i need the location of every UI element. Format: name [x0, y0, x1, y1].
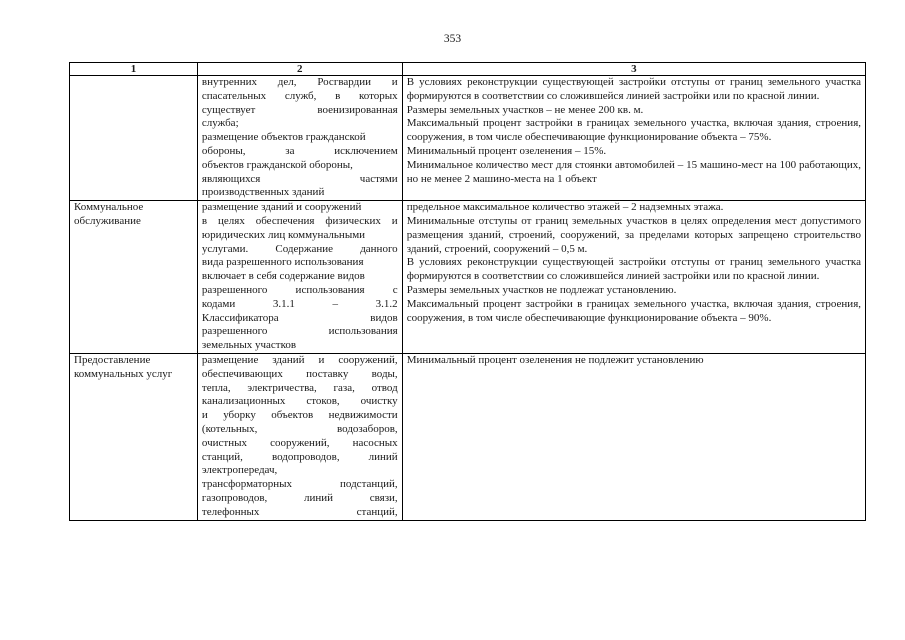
row-0-param: Минимальное количество мест для стоянки автомобилей – 15 машино-мест на 100 работающих, но не менее 2 машино-места на 1 объект: [406, 158, 861, 185]
row-1-desc-line: разрешенного использования: [201, 325, 398, 338]
row-2-desc-line: станций, водопроводов, линий: [201, 450, 398, 463]
row-1-description: [197, 201, 402, 354]
column-header-3: 3: [402, 63, 865, 76]
row-0-desc-line: производственных зданий: [201, 186, 325, 199]
row-1-desc-line: вида разрешенного использования: [201, 256, 364, 269]
row-1-desc-line: в целях обеспечения физических и: [201, 214, 398, 227]
row-1-use-line: обслуживание: [74, 214, 141, 227]
column-header-1: 1: [70, 63, 198, 76]
row-1-param: Максимальный процент застройки в границах земельного участка, включая здания, строения, сооружения, в том числе обеспечивающие функционирование объекта – 90%.: [406, 297, 861, 324]
row-1-desc-line: Классификатора видов: [201, 311, 398, 324]
row-2-use-line: коммунальных услуг: [74, 367, 173, 380]
row-1-desc-line: включает в себя содержание видов: [201, 270, 365, 283]
row-0-desc-line: размещение объектов гражданской: [201, 131, 366, 144]
row-0-desc-line: внутренних дел, Росгвардии и: [201, 76, 398, 88]
row-1-use-line: Коммунальное: [74, 201, 144, 214]
row-1-desc-line: услугами. Содержание данного: [201, 242, 398, 255]
row-1-desc-line: юридических лиц коммунальными: [201, 228, 366, 241]
row-2-use-line: Предоставление: [74, 353, 151, 366]
row-2-desc-line: телефонных станций,: [201, 505, 398, 518]
row-2-desc-line: очистных сооружений, насосных: [201, 436, 398, 449]
row-1-param: Размеры земельных участков не подлежат установлению.: [406, 283, 677, 296]
table-row: [70, 76, 866, 201]
row-1-desc-line: разрешенного использования с: [201, 283, 398, 296]
row-0-desc-line: обороны, за исключением: [201, 144, 398, 157]
row-2-param: Минимальный процент озеленения не подлежит установлению: [406, 353, 704, 366]
row-1-param: В условиях реконструкции существующей застройки отступы от границ земельного участка формируются в соответствии со сложившейся линией застройки или по красной линии.: [406, 256, 861, 283]
row-2-desc-line: электропередач,: [201, 464, 278, 477]
row-2-desc-line: канализационных стоков, очистку: [201, 395, 398, 408]
row-1-use-type: [70, 201, 198, 354]
row-2-parameters: [402, 353, 865, 520]
row-2-desc-line: трансформаторных подстанций,: [201, 478, 398, 491]
row-2-desc-line: размещение зданий и сооружений,: [201, 353, 398, 366]
row-0-description: [197, 76, 402, 201]
row-0-desc-line: являющихся частями: [201, 172, 398, 185]
row-2-desc-line: и уборку объектов недвижимости: [201, 409, 398, 422]
row-0-desc-line: существует военизированная: [201, 103, 398, 116]
row-2-desc-line: тепла, электричества, газа, отвод: [201, 381, 398, 394]
row-1-desc-line: размещение зданий и сооружений: [201, 201, 362, 214]
regulations-table: [69, 62, 866, 521]
row-1-param: Минимальные отступы от границ земельных участков в целях определения мест допустимого размещения зданий, строений, сооружений, за пределами которых запрещено строительство зданий, строений, сооружений – 0,5 м.: [406, 214, 861, 255]
row-2-desc-line: (котельных, водозаборов,: [201, 422, 398, 435]
row-1-desc-line: кодами 3.1.1 – 3.1.2: [201, 297, 398, 310]
row-0-desc-line: спасательных служб, в которых: [201, 89, 398, 102]
row-0-parameters: [402, 76, 865, 201]
table-header-row: [70, 63, 866, 76]
row-1-param: предельное максимальное количество этажей – 2 надземных этажа.: [406, 201, 724, 214]
row-2-description: [197, 353, 402, 520]
row-0-desc-line: служба;: [201, 117, 239, 130]
row-0-param: Максимальный процент застройки в границах земельного участка, включая здания, строения, сооружения, в том числе обеспечивающие функционирование объекта – 75%.: [406, 117, 861, 144]
row-2-use-type: [70, 353, 198, 520]
row-0-use-type: [70, 76, 198, 201]
row-2-desc-line: газопроводов, линий связи,: [201, 491, 398, 504]
row-0-param: Минимальный процент озеленения – 15%.: [406, 144, 607, 157]
row-0-param: Размеры земельных участков – не менее 200 кв. м.: [406, 103, 644, 116]
table-row: [70, 353, 866, 520]
row-0-desc-line: объектов гражданской обороны,: [201, 158, 353, 171]
table-row: [70, 201, 866, 354]
row-1-desc-line: земельных участков: [201, 339, 297, 352]
row-0-param: В условиях реконструкции существующей застройки отступы от границ земельного участка формируются в соответствии со сложившейся линией застройки или по красной линии.: [406, 76, 861, 102]
row-1-parameters: [402, 201, 865, 354]
page-number: 353: [443, 33, 462, 45]
column-header-2: 2: [197, 63, 402, 76]
row-2-desc-line: обеспечивающих поставку воды,: [201, 367, 398, 380]
